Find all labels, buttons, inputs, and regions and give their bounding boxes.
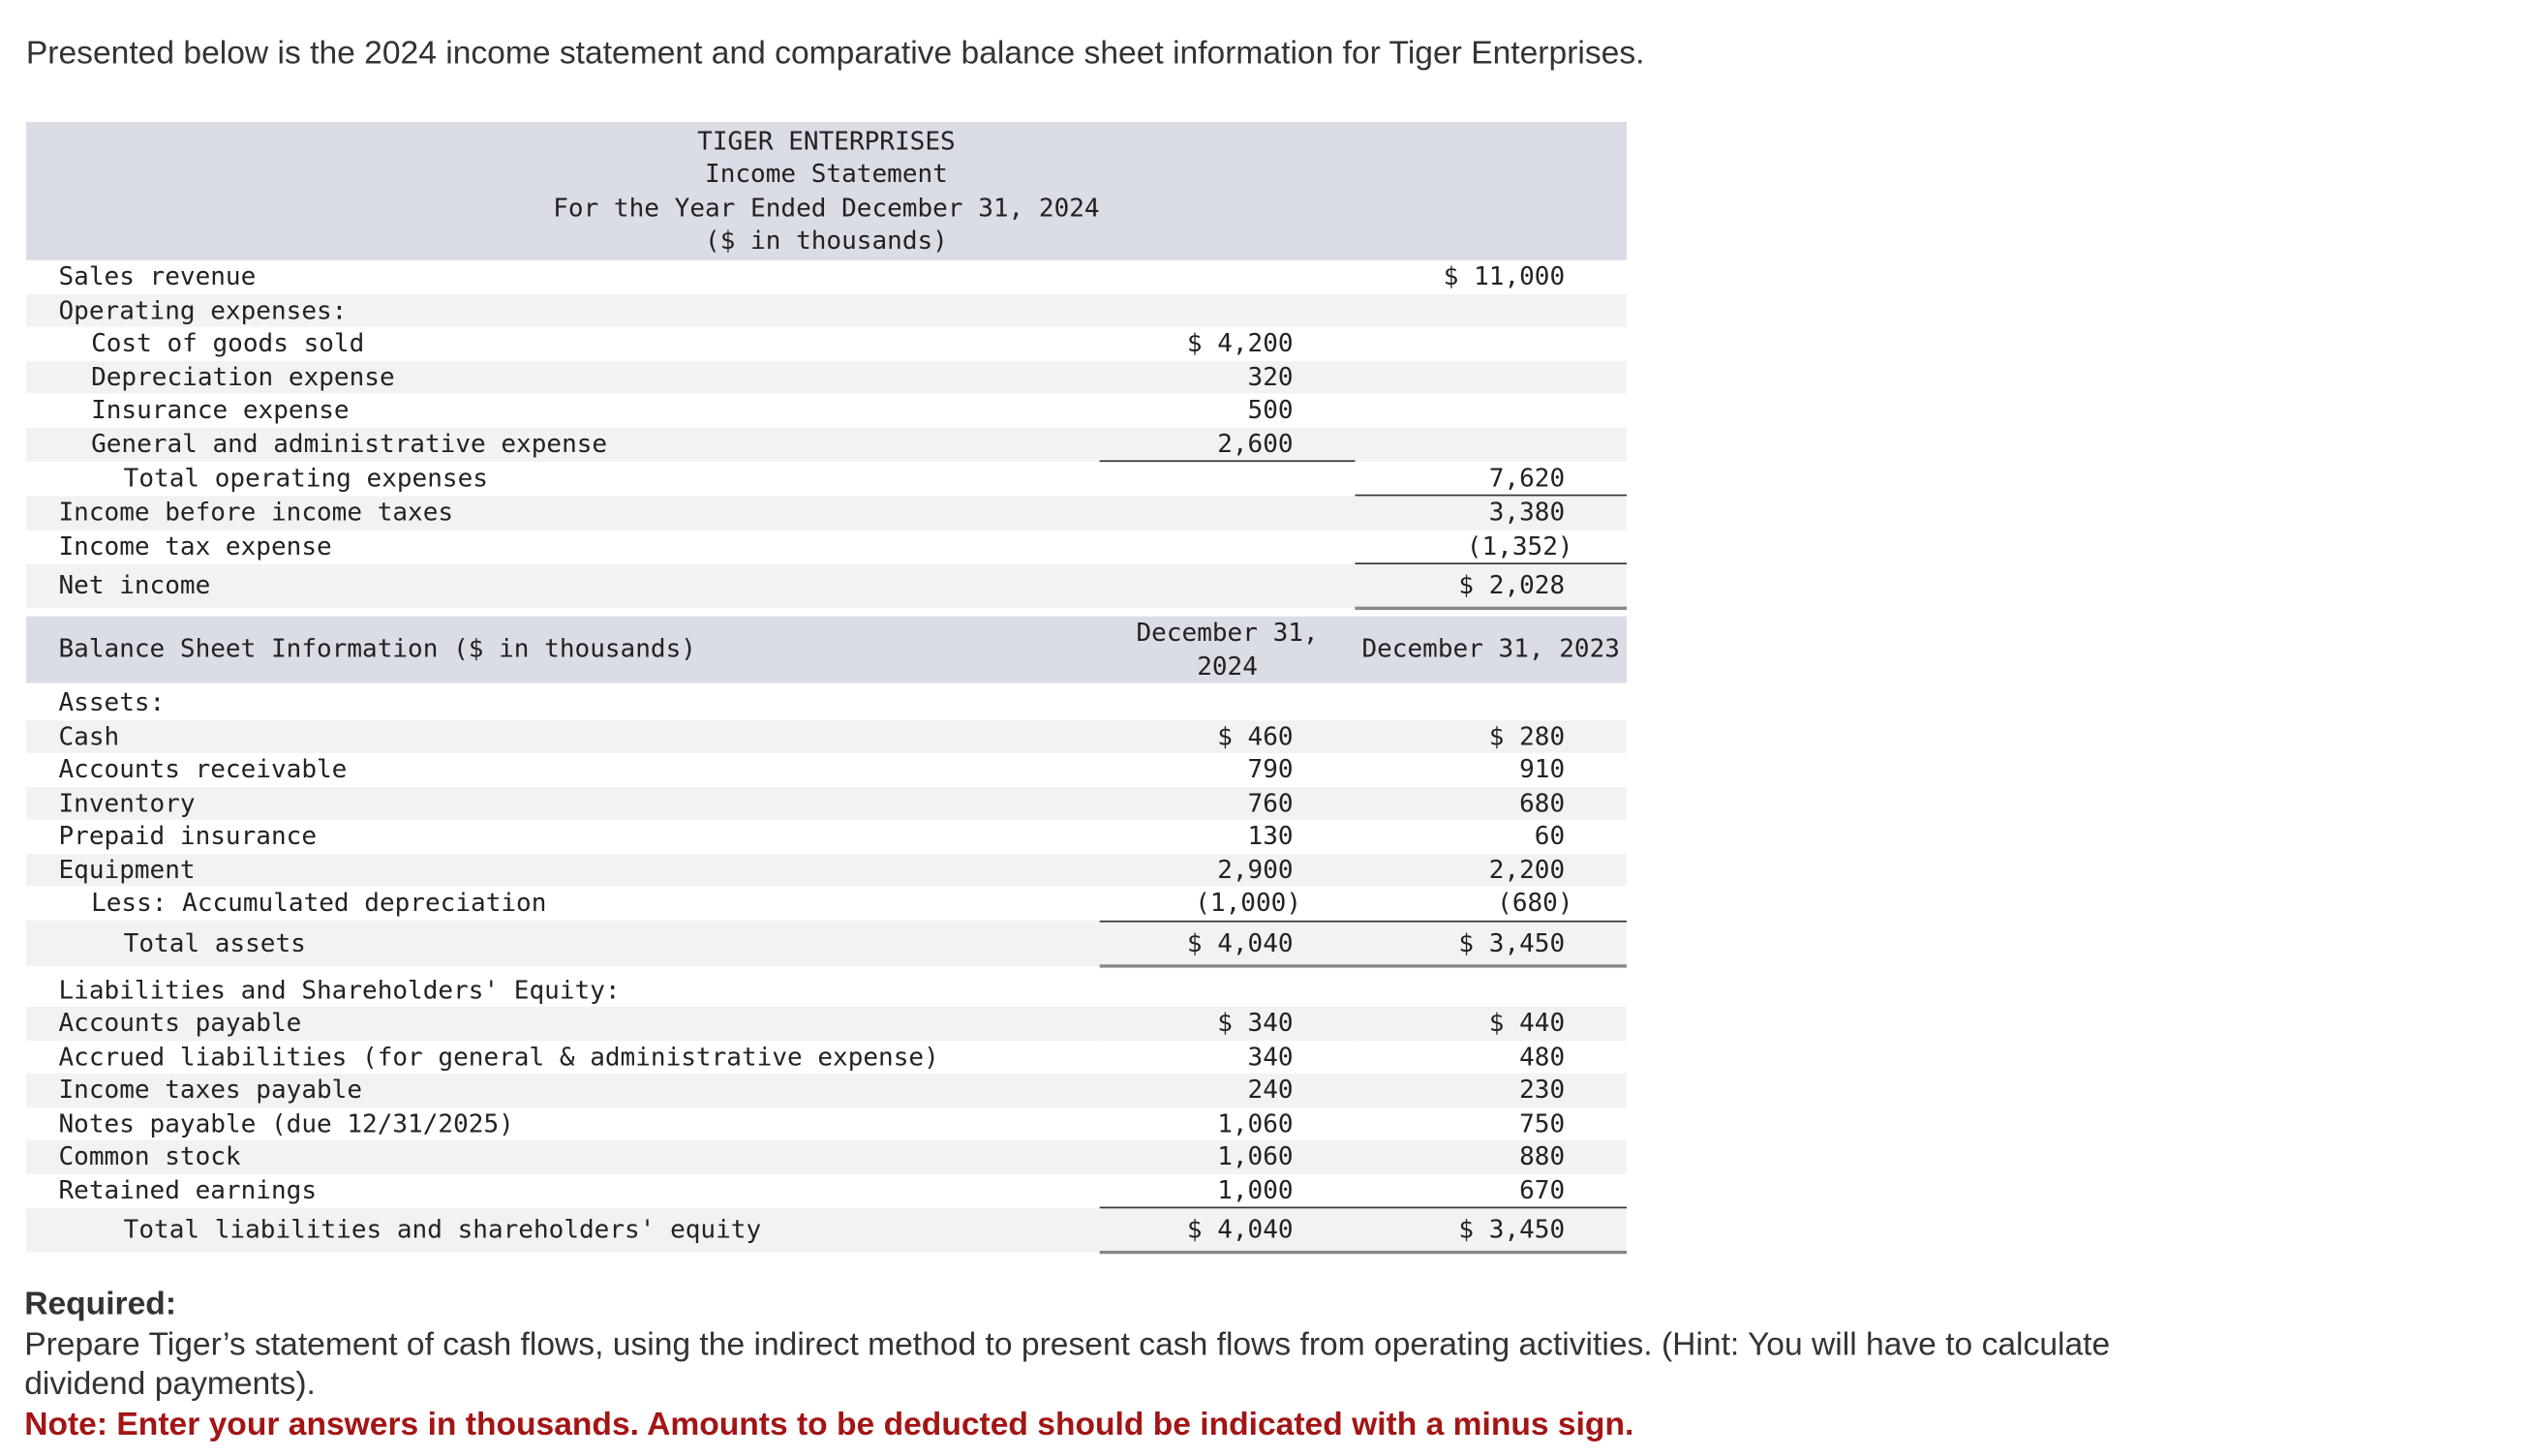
row-value: 500: [1247, 395, 1294, 425]
table-row: [26, 427, 1627, 461]
row-label: Depreciation expense: [26, 360, 1100, 393]
value-2023: 670: [1355, 1173, 1627, 1207]
row-label: Income before income taxes: [26, 496, 1100, 530]
row-label: Cost of goods sold: [91, 328, 365, 358]
table-row: [26, 563, 1627, 608]
row-label: Accrued liabilities (for general & administrative expense): [58, 1042, 939, 1072]
value-2024: 760: [1100, 787, 1356, 820]
table-row: [26, 294, 1627, 327]
value-2024: 1,060: [1100, 1140, 1356, 1173]
value-2024: $ 460: [1100, 720, 1356, 753]
row-label: Total liabilities and shareholders' equity: [26, 1208, 1100, 1253]
row-label: Income tax expense: [58, 531, 332, 561]
table-row: [26, 921, 1627, 965]
row-label: Accounts receivable: [58, 754, 348, 785]
table-row: [26, 394, 1627, 427]
row-value: (1,352): [1355, 530, 1627, 563]
value-2023: 2,200: [1355, 853, 1627, 886]
table-row: [26, 1173, 1627, 1207]
required-section: [24, 1285, 2139, 1444]
balance-sheet-header: [26, 617, 1627, 683]
value-2023: 750: [1519, 1108, 1566, 1138]
row-value: 320: [1100, 360, 1356, 393]
table-row: [26, 1074, 1627, 1107]
table-row: [26, 974, 1627, 1007]
value-2024: 240: [1100, 1074, 1356, 1107]
value-2023: $ 440: [1355, 1007, 1627, 1040]
table-row: [26, 1208, 1627, 1253]
statement-title: Income Statement: [705, 160, 948, 190]
statement-period: For the Year Ended December 31, 2024: [553, 193, 1100, 223]
table-row: [26, 260, 1627, 293]
value-2024: 130: [1247, 821, 1294, 851]
row-label: General and administrative expense: [26, 427, 1100, 461]
value-2024: 1,000: [1100, 1173, 1356, 1207]
row-label: Total assets: [26, 921, 1100, 965]
row-value: 3,380: [1355, 496, 1627, 530]
spacer-row: [26, 965, 1627, 973]
row-label: Operating expenses:: [26, 294, 1100, 327]
table-row: [26, 1107, 1627, 1140]
value-2023: $ 280: [1355, 720, 1627, 753]
table-row: [26, 753, 1627, 786]
value-2023: (680): [1355, 887, 1627, 921]
row-label: Equipment: [26, 853, 1100, 886]
table-row: [26, 686, 1627, 719]
table-row: [26, 720, 1627, 753]
row-value: 2,600: [1100, 427, 1356, 461]
table-row: [26, 820, 1627, 853]
section-label: Assets:: [58, 687, 166, 718]
financial-table: [26, 122, 1627, 1255]
row-value: $ 4,200: [1186, 328, 1294, 358]
value-2023: $ 3,450: [1355, 1208, 1627, 1253]
income-statement-header: [26, 122, 1627, 260]
section-label: Liabilities and Shareholders' Equity:: [58, 975, 621, 1005]
table-row: [26, 327, 1627, 360]
intro-text: Presented below is the 2024 income statement and comparative balance sheet information for Tiger Enterprises.: [25, 35, 1645, 72]
row-label: Cash: [26, 720, 1100, 753]
value-2023: 60: [1534, 821, 1566, 851]
value-2024: (1,000): [1100, 887, 1356, 921]
value-2023: 480: [1519, 1042, 1566, 1072]
row-value: $ 11,000: [1443, 261, 1566, 292]
table-row: [26, 462, 1627, 496]
required-heading: Required:: [24, 1286, 177, 1322]
row-label: Insurance expense: [91, 395, 350, 425]
value-2024: 340: [1247, 1042, 1294, 1072]
row-label: Inventory: [26, 787, 1100, 820]
balance-sheet-title: Balance Sheet Information ($ in thousands): [26, 617, 1100, 683]
value-2023: 230: [1355, 1074, 1627, 1107]
row-label: Notes payable (due 12/31/2025): [58, 1108, 514, 1138]
table-row: [26, 787, 1627, 820]
row-label: Income taxes payable: [26, 1074, 1100, 1107]
required-note: Note: Enter your answers in thousands. Amounts to be deducted should be indicated with a minus sign.: [24, 1406, 1634, 1442]
value-2023: 880: [1355, 1140, 1627, 1173]
value-2023: 680: [1355, 787, 1627, 820]
table-row: [26, 496, 1627, 530]
value-2023: 910: [1519, 754, 1566, 785]
table-row: [26, 1041, 1627, 1074]
row-label: Net income: [26, 563, 1100, 608]
row-label: Less: Accumulated depreciation: [91, 889, 547, 919]
row-value: 7,620: [1355, 462, 1627, 496]
row-value: $ 2,028: [1355, 563, 1627, 608]
value-2024: 790: [1247, 754, 1294, 785]
row-label: Accounts payable: [26, 1007, 1100, 1040]
row-label: Total operating expenses: [123, 463, 488, 493]
table-row: [26, 1140, 1627, 1173]
row-label: Retained earnings: [58, 1175, 317, 1205]
required-text: Prepare Tiger’s statement of cash flows, using the indirect method to present cash flows from operating activities. (Hint: You will have to calculate dividend payments).: [24, 1326, 2111, 1403]
row-label: Sales revenue: [58, 261, 257, 292]
value-2024: $ 4,040: [1100, 921, 1356, 965]
row-label: Prepaid insurance: [58, 821, 317, 851]
value-2024: 1,060: [1217, 1108, 1294, 1138]
statement-units: ($ in thousands): [705, 226, 948, 256]
company-name: TIGER ENTERPRISES: [697, 127, 956, 157]
value-2024: 2,900: [1100, 853, 1356, 886]
col-header-2023: December 31, 2023: [1355, 617, 1627, 683]
value-2024: $ 4,040: [1100, 1208, 1356, 1253]
table-row: [26, 887, 1627, 921]
table-row: [26, 853, 1627, 886]
value-2024: $ 340: [1100, 1007, 1356, 1040]
spacer-row: [26, 609, 1627, 617]
table-row: [26, 530, 1627, 563]
row-label: Common stock: [26, 1140, 1100, 1173]
table-row: [26, 360, 1627, 393]
value-2023: $ 3,450: [1355, 921, 1627, 965]
table-row: [26, 1007, 1627, 1040]
col-header-2024: December 31, 2024: [1100, 617, 1356, 683]
